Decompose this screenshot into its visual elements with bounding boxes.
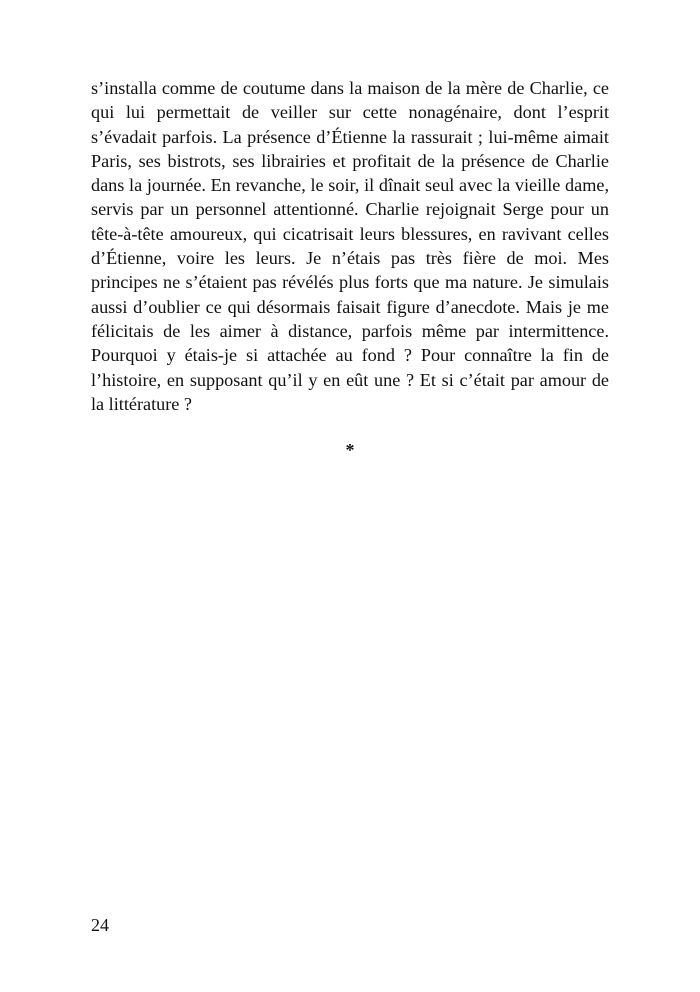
- body-paragraph: s’installa comme de coutume dans la maison de la mère de Charlie, ce qui lui permettait de veiller sur cette nonagénaire, dont l’esprit s’évadait parfois. La présence d’Étienne la rassurait ; lui-même aimait Paris, ses bistrots, ses librairies et profitait de la présence de Charlie dans la journée. En revanche, le soir, il dînait seul avec la vieille dame, servis par un personnel attentionné. Charlie rejoignait Serge pour un tête-à-tête amoureux, qui cicatrisait leurs blessures, en ravivant celles d’Étienne, voire les leurs. Je n’étais pas très fière de moi. Mes principes ne s’étaient pas révélés plus forts que ma nature. Je simulais aussi d’oublier ce qui désormais faisait figure d’anecdote. Mais je me félicitais de les aimer à distance, parfois même par intermittence. Pourquoi y étais-je si attachée au fond ? Pour connaître la fin de l’histoire, en supposant qu’il y en eût une ? Et si c’était par amour de la littérature ?: [91, 78, 609, 414]
- section-separator: *: [345, 440, 355, 460]
- page-number: 24: [91, 915, 109, 935]
